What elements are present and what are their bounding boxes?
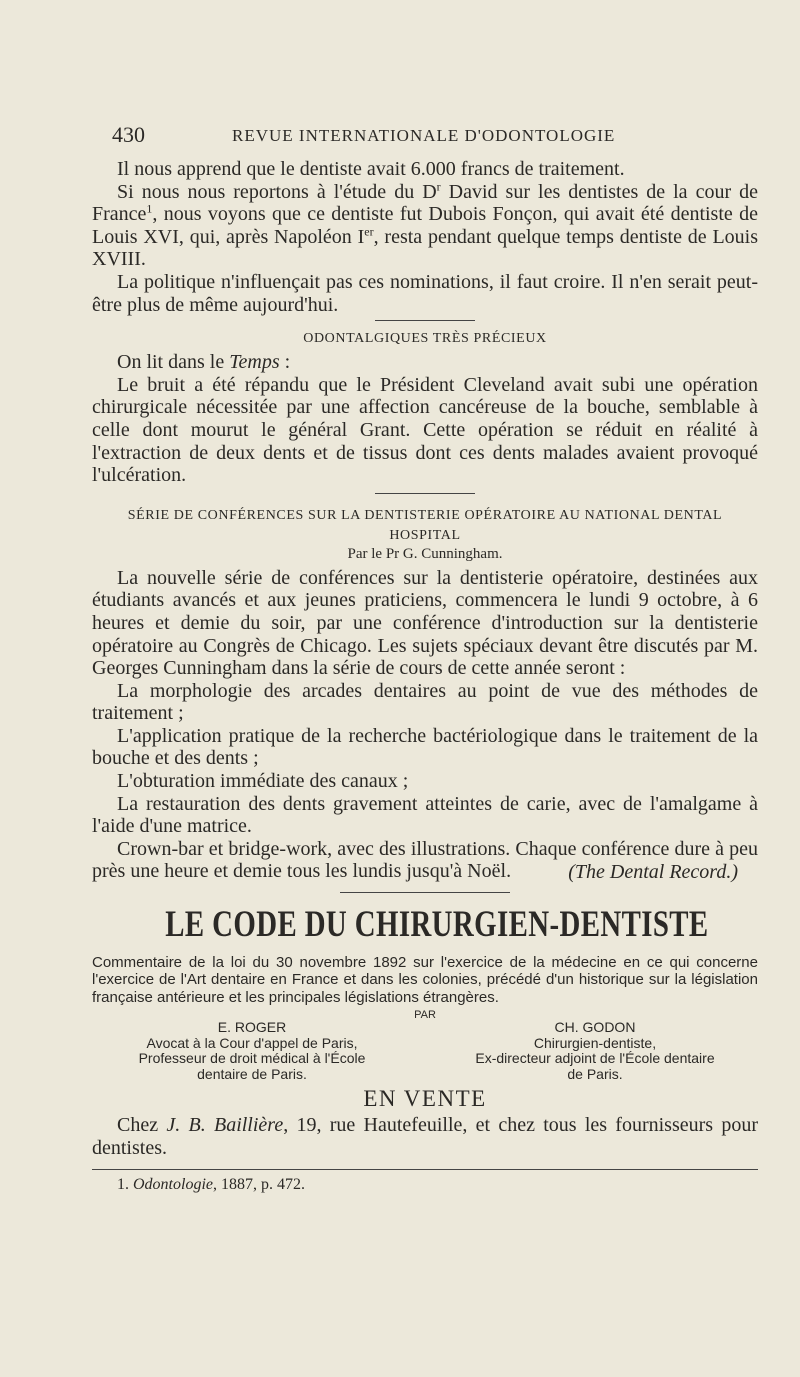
page-content — [92, 158, 758, 1194]
advert-divider — [340, 892, 510, 893]
footnote-source: Odontologie — [133, 1176, 213, 1194]
intro-paragraph-1: Il nous apprend que le dentiste avait 6.000 francs de traitement. — [117, 158, 625, 180]
advert-commentary: Commentaire de la loi du 30 novembre 1892 sur l'exercice de la médecine en ce qui concerne l'exercice de l'Art dentaire en France et dans les colonies, précédé d'un historique sur la législation française antérieure et les principales législations étrangères. — [92, 953, 758, 1006]
author-name: E. ROGER — [217, 1019, 287, 1036]
author-roger — [92, 1020, 412, 1082]
intro-p2-text-a: Si nous nous reportons à l'étude du D — [117, 180, 437, 203]
section1-body: Le bruit a été répandu que le Président Cleveland avait subi une opération chirurgicale nécessitée par une affection cancéreuse de la bouche, semblable à celle dont mourut le général Grant. Cette opération se réduit en réalité à l'extraction de deux dents et de tissus dont ces dents malades avaient provoqué l'ulcération. — [92, 373, 758, 487]
footnote-reference: 1 — [146, 201, 153, 216]
author-title: de Paris. — [567, 1065, 623, 1082]
footnote — [92, 1176, 758, 1194]
footnote-number: 1. — [117, 1176, 129, 1194]
intro-p2-text-c: , nous voyons que ce dentiste fut Dubois Fonçon, qui avait été dentiste de Louis XVI, qui, après Napoléon I — [92, 203, 758, 248]
intro-p2-text-d: , resta pendant quelque temps dentiste de Louis XVIII. — [92, 225, 758, 271]
intro-paragraph-2 — [92, 178, 758, 271]
author-name: CH. GODON — [554, 1019, 636, 1036]
section-title-conferences: SÉRIE DE CONFÉRENCES SUR LA DENTISTERIE OPÉRATOIRE AU NATIONAL DENTAL HOSPITAL — [127, 507, 723, 543]
section-divider — [375, 493, 475, 494]
advert-title: LE CODE DU CHIRURGIEN-DENTISTE — [165, 903, 709, 945]
publisher-name: J. B. Baillière — [166, 1114, 284, 1137]
doctor-superscript: r — [436, 178, 441, 193]
section2-paragraph: La nouvelle série de conférences sur la dentisterie opératoire, destinées aux étudiants avancés et aux jeunes praticiens, commencera le lundi 9 octobre, à 6 heures et demie du soir, par une conférence d'introduction sur la dentisterie opératoire au Congrès de Chicago. Les sujets spéciaux devant être discutés par M. Georges Cunningham dans la série de cours de cette année seront : — [92, 566, 758, 680]
author-godon — [432, 1020, 758, 1082]
author-title: Professeur de droit médical à l'École — [138, 1050, 366, 1067]
premier-superscript: er — [364, 224, 374, 239]
topic-item-last: Crown-bar et bridge-work, avec des illustrations. Chaque conférence dure à peu près une heure et demie tous les lundis jusqu'à Noël. — [92, 837, 758, 883]
section-divider — [375, 320, 475, 321]
author-title: Avocat à la Cour d'appel de Paris, — [146, 1034, 358, 1051]
author-title: dentaire de Paris. — [197, 1065, 307, 1082]
par-label: PAR — [414, 1009, 436, 1022]
section2-source: (The Dental Record.) — [568, 861, 738, 884]
intro-paragraph-3: La politique n'influençait pas ces nominations, il faut croire. Il n'en serait peut-être plus de même aujourd'hui. — [92, 270, 758, 316]
sale-paragraph — [92, 1114, 758, 1159]
page-number: 430 — [112, 122, 145, 147]
running-title: REVUE INTERNATIONALE D'ODONTOLOGIE — [232, 126, 616, 145]
footnote-rule — [92, 1169, 758, 1170]
page-header — [112, 122, 762, 150]
advert-authors — [92, 1008, 758, 1080]
intro-p2-text-b: David sur les dentistes de la cour de France — [92, 180, 758, 226]
author-title: Ex-directeur adjoint de l'École dentaire — [475, 1050, 715, 1067]
topic-item: La restauration des dents gravement atteintes de carie, avec de l'amalgame à l'aide d'une matrice. — [92, 792, 758, 838]
section1-source: Temps — [229, 351, 280, 374]
topic-item: L'obturation immédiate des canaux ; — [117, 770, 409, 793]
topic-item: L'application pratique de la recherche bactériologique dans le traitement de la bouche et des dents ; — [92, 724, 758, 770]
footnote-citation: , 1887, p. 472. — [213, 1176, 305, 1194]
en-vente-heading: EN VENTE — [363, 1086, 487, 1112]
author-title: Chirurgien-dentiste, — [533, 1034, 657, 1051]
section1-lead-colon: : — [279, 351, 291, 374]
topic-item: La morphologie des arcades dentaires au point de vue des méthodes de traitement ; — [92, 679, 758, 725]
section1-lead — [92, 351, 758, 374]
section1-lead-text: On lit dans le — [117, 351, 230, 374]
sale-text-b: , 19, rue Hautefeuille, et chez tous les fournisseurs pour dentistes. — [92, 1114, 758, 1159]
section2-byline: Par le Pr G. Cunningham. — [347, 545, 503, 562]
sale-text-a: Chez — [117, 1114, 167, 1137]
section-title-odontalgiques: ODONTALGIQUES TRÈS PRÉCIEUX — [303, 331, 547, 347]
